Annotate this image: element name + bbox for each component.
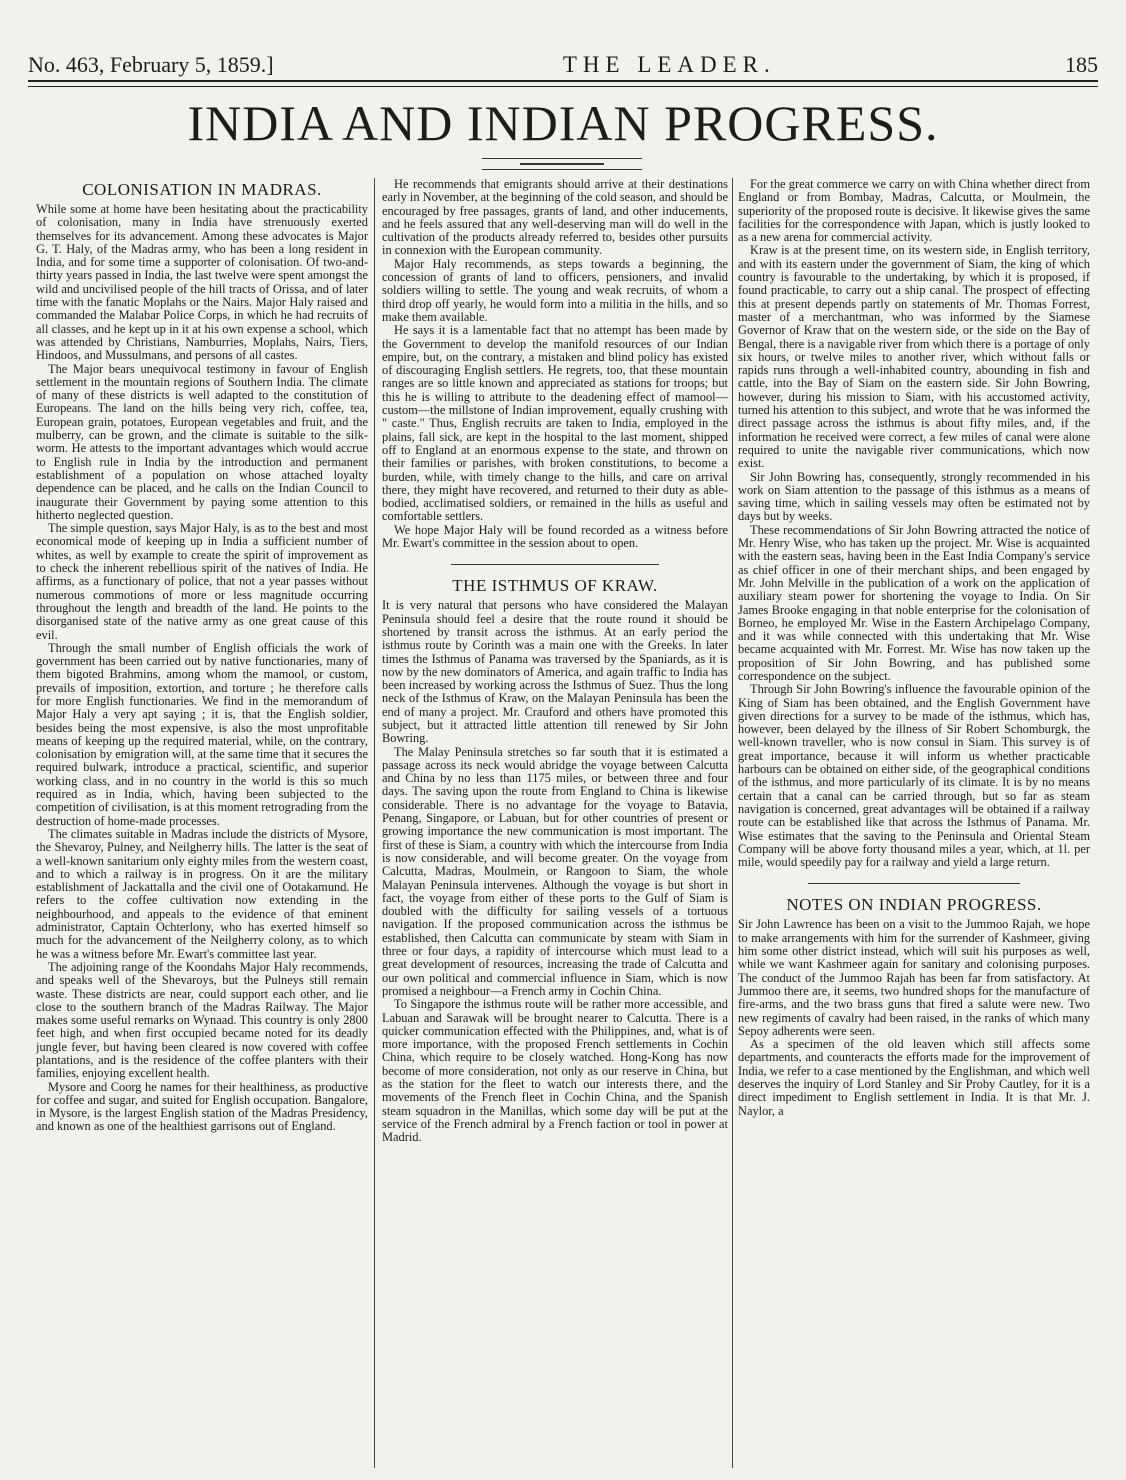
article-paragraph: While some at home have been hesitating about the practicability of colonisation, many in India have strenuously exerted themselves for its advancement. Among these advocates is Major G. T. Haly, of the Madras army, who has been a long resident in India, and for some time a supporter of colonisation. Of two-and-thirty years passed in India, the last twelve were spent amongst the wild and uncivilised people of the hill tracts of Orissa, and of later time with the fanatic Moplahs or the Nairs. Major Haly raised and commanded the Malabar Police Corps, in which he had recruits of all classes, and he kept up in it at his own expense a school, which was attended by Christians, Namburries, Moplahs, Nairs, Tiers, Hindoos, and Mussulmans, and persons of all castes. <box>36 202 368 363</box>
column-rule-1 <box>374 178 375 1468</box>
header-rule-thin <box>28 86 1098 87</box>
article-paragraph: Major Haly recommends, as steps towards a beginning, the concession of grants of land to officers, pensioners, and invalid soldiers willing to settle. The young and weak recruits, of whom a third drop off yearly, he would form into a militia in the hills, and so make them available. <box>382 256 728 324</box>
column-3 <box>738 178 1090 1468</box>
article-paragraph: Kraw is at the present time, on its western side, in English territory, and with its eastern under the government of Siam, the king of which country is favourable to the undertaking, by which it is proposed, if found practicable, to carry out a ship canal. The prospect of effecting this at present depends partly on statements of Mr. Thomas Forrest, master of a merchantman, who was informed by the Siamese Governor of Kraw that on the western side, or the side on the Bay of Bengal, there is a navigable river from which there is a portage of only six hours, or twelve miles to another river, which without falls or rapids runs through a well-inhabited country, abounding in fish and cattle, into the Bay of Siam on the eastern side. Sir John Bowring, however, during his mission to Siam, with his accustomed activity, turned his attention to this subject, and wrote that he was informed the direct passage across the isthmus is about fifty miles, and, if the information he received were correct, a few miles of canal were alone required to unite the navigable river communications, which now exist. <box>738 243 1090 471</box>
article-paragraph: Through the small number of English officials the work of government has been carried out by native functionaries, many of them bigoted Brahmins, among whom the mamool, or custom, prevails of imposition, extortion, and torture ; he therefore calls for more English functionaries. We find in the memorandum of Major Haly a very apt saying ; it is, that the English soldier, besides being the most expensive, is also the most unprofitable means of keeping up the required material, while, on the contrary, colonisation by emigration will, at the same time that it secures the required bulwark, introduce a practical, scientific, and superior working class, and in no country in the world is this so much required as in India, which, having been subjected to the competition of civilisation, is at this moment retrograding from the destruction of home-made processes. <box>36 640 368 828</box>
column-2 <box>382 178 728 1468</box>
article-paragraph: The adjoining range of the Koondahs Major Haly recommends, and speaks well of the Shevaroys, but the Pulneys still remain waste. These districts are near, could support each other, and lie close to the southern branch of the Madras Railway. The Major makes some useful remarks on Wynaad. This country is only 2800 feet high, and when first occupied became noted for its deadly jungle fever, but having been cleared is now covered with coffee plantations, and is the residence of the coffee planters with their families, enjoying excellent health. <box>36 959 368 1081</box>
article-paragraph: It is very natural that persons who have considered the Malayan Peninsula should feel a desire that the route round it should be shortened by transit across the isthmus. At an early period the isthmus route by Corinth was a main one with the Greeks. In later times the Isthmus of Panama was traversed by the Spaniards, as it is now by the new dominators of America, and again traffic to India has been increased by working across the Isthmus of Suez. Thus the long neck of the Isthmus of Kraw, on the Malayan Peninsula has been the end of many a project. Mr. Crauford and others have promoted this subject, but it attracted little attention till renewed by Sir John Bowring. <box>382 598 728 746</box>
page-headline: INDIA AND INDIAN PROGRESS. <box>187 95 939 151</box>
article-paragraph: He says it is a lamentable fact that no attempt has been made by the Government to develop the manifold resources of our Indian empire, but, on the contrary, a mistaken and blind policy has existed of discouraging English settlers. He regrets, too, that these mountain ranges are so little known and appreciated as stations for troops; but this he is willing to attribute to the deadening effect of mamool—custom—the millstone of Indian improvement, equally crushing with " caste." Thus, English recruits are taken to India, employed in the plains, fall sick, are kept in the hospital to the last moment, shipped off to England at an enormous expense to the state, and thrown on their families or parishes, with broken constitutions, to become a burden, while, with timely change to the hills, and care on arrival there, they might have recovered, and returned to their duty as able-bodied, acclimatised soldiers, or remained in the hills as useful and comfortable settlers. <box>382 323 728 524</box>
article-paragraph: The Malay Peninsula stretches so far south that it is estimated a passage across its neck would abridge the voyage between Calcutta and China by no less than 1175 miles, or between three and four days. The saving upon the route from England to China is likewise considerable. There is no advantage for the voyage to Batavia, Penang, Singapore, or Labuan, but for other countries of present or growing importance the new communication is most important. The first of these is Siam, a country with which the intercourse from India is now considerable, and will become greater. On the voyage from Calcutta, Madras, Moulmein, or Rangoon to Siam, the whole Malayan Peninsula intervenes. Although the voyage is but short in fact, the voyage from either of these ports to the Gulf of Siam is doubled with the difficulty for sailing vessels of a tortuous navigation. If the proposed communication across the isthmus be established, then Calcutta can communicate by steam with Siam in three or four days, a rapidity of intercourse which must lead to a great development of resources, increasing the trade of Calcutta and our own political and commercial influence in Siam, which is now promised a neighbour—a French army in Cochin China. <box>382 744 728 998</box>
article-paragraph: We hope Major Haly will be found recorded as a witness before Mr. Ewart's committee in the session about to open. <box>382 522 728 551</box>
article-paragraph: Sir John Lawrence has been on a visit to the Jummoo Rajah, we hope to make arrangements with him for the surrender of Kashmeer, giving him some other district instead, which will suit his purposes as well, while we want Kashmeer again for sanitary and colonising purposes. The conduct of the Jummoo Rajah has been far from satisfactory. At Jummoo there are, it seems, two hundred shops for the manufacture of fire-arms, and the two brass guns that fired a salute were new. Two new regiments of cavalry had been raised, in the ranks of which many Sepoy adherents were seen. <box>738 917 1090 1038</box>
article-paragraph: For the great commerce we carry on with China whether direct from England or from Bombay, Madras, Calcutta, or Moulmein, the superiority of the proposed route is decisive. It likewise gives the same facilities for the correspondence with Japan, which is justly looked to as a new arena for commercial activity. <box>738 178 1090 245</box>
newspaper-title: THE LEADER. <box>562 52 776 77</box>
article-separator <box>808 883 1019 884</box>
article-title-colonisation: COLONISATION IN MADRAS. <box>82 180 322 199</box>
headline-ornament-bar <box>520 163 604 165</box>
issue-date: No. 463, February 5, 1859.] <box>28 52 274 77</box>
header-rule <box>28 80 1098 82</box>
article-paragraph: Through Sir John Bowring's influence the favourable opinion of the King of Siam has been obtained, and the English Government have given directions for a survey to be made of the isthmus, which has, however, been delayed by the illness of Sir Robert Schomburgk, the well-known traveller, who is now consul in Siam. This survey is of great importance, because it will inform us whether practicable harbours can be obtained on either side, of the geographical conditions of the isthmus, and more particularly of its climate. It is by no means certain that a canal can be carried through, but so far as steam navigation is concerned, great advantages will be obtained if a railway route can be established like that across the Isthmus of Panama. Mr. Wise estimates that the saving to the Peninsula and Oriental Steam Company will be above forty thousand miles a year, which, at 1l. per mile, would speedily pay for a railway and yield a large return. <box>738 682 1090 870</box>
column-rule-2 <box>732 178 733 1468</box>
page-number: 185 <box>1065 52 1098 77</box>
article-title-kraw: THE ISTHMUS OF KRAW. <box>452 576 658 596</box>
article-paragraph: The Major bears unequivocal testimony in favour of English settlement in the mountain regions of Southern India. The climate of many of these districts is well adapted to the constitution of Europeans. The land on the hills being very rich, coffee, tea, European grain, potatoes, European vegetables and fruit, and the mulberry, can be grown, and the climate is suitable to the silk-worm. He attests to the important advantages which would accrue to English rule in India by the introduction and permanent establishment of a population on whose attached loyalty dependence can be placed, and he calls on the Indian Council to inaugurate their Government by paying some attention to this hitherto neglected question. <box>36 361 368 522</box>
running-head <box>28 48 1098 76</box>
article-paragraph: The climates suitable in Madras include the districts of Mysore, the Shevaroy, Pulney, and Neilgherry hills. The latter is the seat of a well-known sanitarium only eighty miles from the western coast, and to which a railway is in progress. On it are the military establishment of Jackattalla and the civil one of Ootakamund. He refers to the coffee cultivation now extending in the neighbourhood, and appeals to the evidence of that eminent administrator, Captain Ochterlony, who has exerted himself so much for the advancement of the Neilgherry colony, as to which he was a witness before Mr. Ewart's committee last year. <box>36 826 368 961</box>
article-separator <box>451 564 659 565</box>
article-paragraph: To Singapore the isthmus route will be rather more accessible, and Labuan and Sarawak will be brought nearer to Calcutta. There is a quicker communication effected with the Philippines, and, what is of more importance, with the proposed French settlements in Cochin China, which require to be closely watched. Hong-Kong has now become of more consideration, not only as our reserve in China, but as the station for the fleet to watch our interests there, and the movements of the French fleet in Cochin China, and the Spanish steam squadron in the Manillas, which some day will be put at the service of the French admiral by a French faction or tool in power at Madrid. <box>382 997 728 1145</box>
article-paragraph: Mysore and Coorg he names for their healthiness, as productive for coffee and sugar, and suited for English occupation. Bangalore, in Mysore, is the largest English station of the Madras Presidency, and known as one of the healthiest garrisons out of England. <box>36 1079 368 1134</box>
article-paragraph: He recommends that emigrants should arrive at their destinations early in November, at the beginning of the cold season, and should be encouraged by free passages, grants of land, and other inducements, and he feels assured that any well-deserving man will do well in the cultivation of the products already referred to, besides other pursuits in connexion with the European community. <box>382 178 728 258</box>
article-paragraph: Sir John Bowring has, consequently, strongly recommended in his work on Siam attention to the passage of this isthmus as a means of saving time, which in sailing vessels may often be estimated not by days but by weeks. <box>738 469 1090 524</box>
article-title-notes: NOTES ON INDIAN PROGRESS. <box>786 895 1042 915</box>
column-1 <box>36 178 368 1468</box>
article-paragraph: These recommendations of Sir John Bowring attracted the notice of Mr. Henry Wise, who has taken up the project. Mr. Wise is acquainted with the eastern seas, having been in the East India Company's service as chief officer in one of their merchant ships, and been engaged by Mr. John Melville in the publication of a work on the application of auxiliary steam power for shortening the voyage to India. On Sir James Brooke engaging in that noble enterprise for the colonisation of Borneo, he employed Mr. Wise in the Eastern Archipelago Company, and it was while connected with this undertaking that Mr. Wise became acquainted with Mr. Forrest. Mr. Wise has now taken up the proposition of Sir John Bowring, and has published some correspondence on the subject. <box>738 522 1090 683</box>
article-paragraph: As a specimen of the old leaven which still affects some departments, and counteracts the efforts made for the improvement of India, we refer to a case mentioned by the Englishman, and which well deserves the inquiry of Lord Stanley and Sir Proby Cautley, for it is a direct impediment to English settlement in India. It is that Mr. J. Naylor, a <box>738 1037 1090 1118</box>
article-paragraph: The simple question, says Major Haly, is as to the best and most economical mode of keeping up in India a sufficient number of whites, as well by example to create the spirit of improvement as to check the inherent rebellious spirit of the natives of India. He affirms, as a functionary of police, that not a year passes without numerous commotions of more or less magnitude occurring throughout the length and breadth of the land. He points to the disorganised state of the native army as one great cause of this evil. <box>36 521 368 642</box>
